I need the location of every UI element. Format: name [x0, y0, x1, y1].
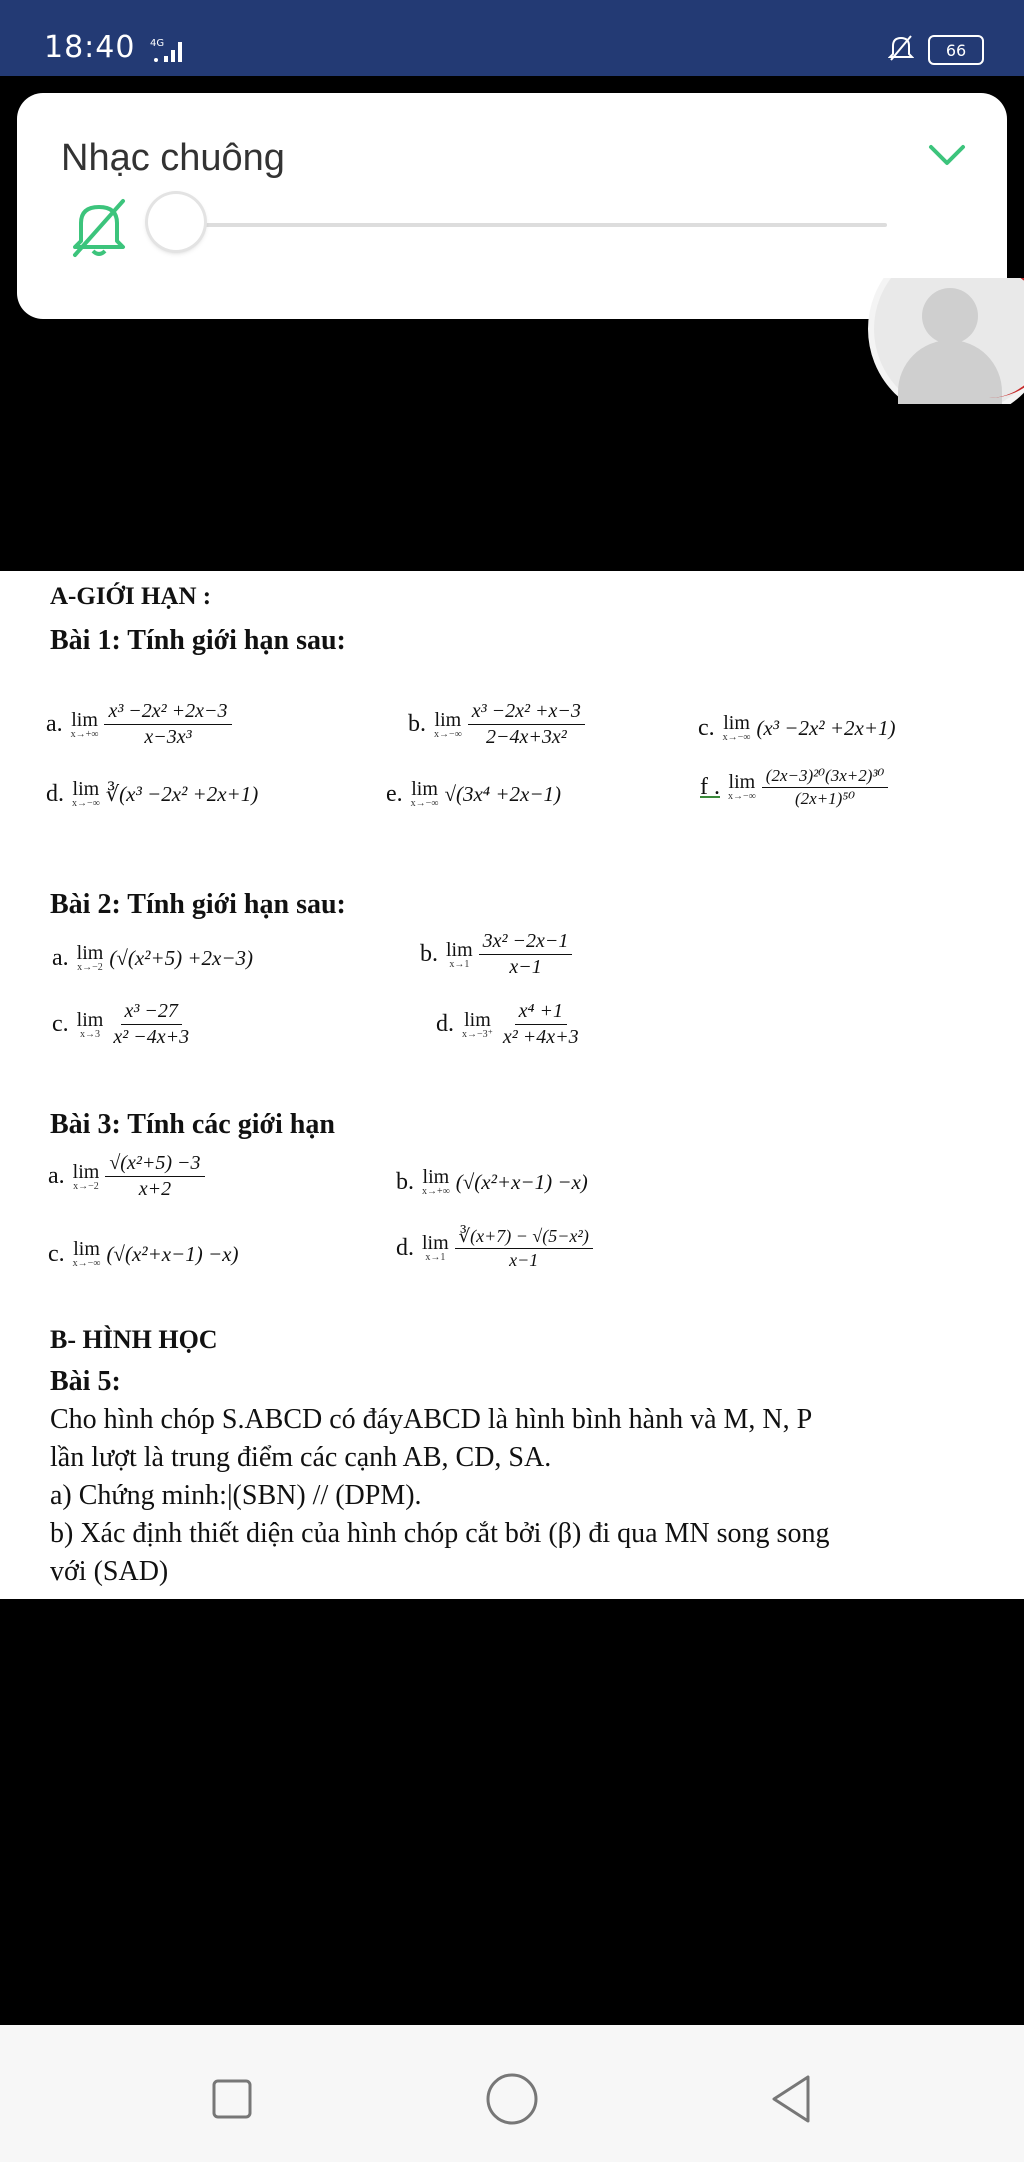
numerator: x³ −2x² +x−3 — [468, 701, 585, 725]
bai1-e — [386, 779, 561, 809]
bai1-d — [46, 779, 258, 809]
bai5-line-3: a) Chứng minh:|(SBN) // (DPM). — [50, 1480, 422, 1511]
lim-sub: x→−∞ — [434, 728, 462, 740]
bai2-d — [436, 1001, 583, 1048]
bai1-b — [408, 701, 585, 748]
bai2-d-label: d. — [436, 1011, 454, 1037]
denominator: (2x+1)⁵⁰ — [795, 788, 856, 808]
recents-icon[interactable] — [202, 2069, 262, 2129]
chevron-down-icon[interactable] — [923, 131, 971, 179]
status-time: 18:40 — [44, 30, 136, 65]
network-type: 4G — [150, 38, 165, 49]
bai1-c-label: c. — [698, 714, 715, 741]
lim-sub: x→−3⁺ — [462, 1028, 493, 1040]
denominator: x² +4x+3 — [502, 1026, 579, 1048]
lim-sub: x→−∞ — [72, 798, 100, 809]
volume-slider-thumb[interactable] — [148, 194, 204, 250]
numerator: x³ −27 — [121, 1001, 182, 1025]
bai1-c — [698, 713, 896, 743]
bai3-d-label: d. — [396, 1234, 414, 1261]
lim-sub: x→−∞ — [722, 732, 751, 743]
denominator: x−1 — [509, 956, 542, 978]
back-icon[interactable] — [762, 2069, 822, 2129]
expression: (√(x²+x−1) −x) — [455, 1169, 588, 1194]
bai5-title: Bài 5: — [50, 1366, 121, 1397]
bai2-c-label: c. — [52, 1011, 69, 1037]
bai3-title: Bài 3: Tính các giới hạn — [50, 1109, 335, 1140]
bai2-b — [420, 931, 572, 978]
bai2-a — [52, 943, 253, 973]
lim-sub: x→1 — [425, 1252, 446, 1264]
lim: lim — [723, 712, 750, 734]
expression: (x³ −2x² +2x+1) — [756, 715, 896, 740]
lim: lim — [72, 778, 100, 800]
bai3-c — [48, 1239, 238, 1269]
lim-sub: x→+∞ — [422, 1186, 450, 1197]
numerator: ∛(x+7) − √(5−x²) — [455, 1227, 593, 1249]
lim-sub: x→−2 — [73, 1180, 99, 1192]
navigation-bar — [0, 2025, 1024, 2162]
bai1-a — [46, 701, 232, 748]
bai3-b — [396, 1167, 588, 1197]
lim-sub: x→1 — [449, 958, 470, 970]
bai5-line-4: b) Xác định thiết diện của hình chóp cắt bởi (β) đi qua MN song song — [50, 1518, 830, 1549]
lim: lim — [434, 708, 462, 731]
bai1-b-label: b. — [408, 711, 426, 737]
bai1-a-label: a. — [46, 711, 63, 737]
lim: lim — [464, 1008, 491, 1031]
lim: lim — [72, 1160, 100, 1183]
bai3-d — [396, 1227, 593, 1270]
bai1-f-label: f . — [700, 773, 720, 800]
bai5-line-1: Cho hình chóp S.ABCD có đáyABCD là hình bình hành và M, N, P — [50, 1404, 813, 1435]
denominator: x−3x³ — [144, 726, 192, 748]
bai3-a-label: a. — [48, 1163, 65, 1189]
volume-slider-track[interactable] — [157, 223, 887, 227]
lim: lim — [73, 1238, 100, 1260]
lim-sub: x→−∞ — [410, 798, 439, 809]
lim-sub: x→+∞ — [70, 728, 99, 740]
lim-sub: x→−∞ — [72, 1258, 101, 1269]
lim: lim — [71, 708, 98, 731]
expression: (√(x²+5) +2x−3) — [109, 945, 254, 970]
bai5-line-5: với (SAD) — [50, 1556, 169, 1587]
volume-panel-title: Nhạc chuông — [61, 137, 285, 179]
volume-panel — [17, 93, 1007, 319]
lim: lim — [422, 1232, 449, 1255]
numerator: √(x²+5) −3 — [105, 1153, 204, 1177]
heading-hinh-hoc: B- HÌNH HỌC — [50, 1325, 218, 1354]
status-bar — [0, 0, 1024, 76]
lim: lim — [411, 778, 438, 800]
document-image — [0, 571, 1024, 1599]
bai1-d-label: d. — [46, 780, 64, 807]
bai2-title: Bài 2: Tính giới hạn sau: — [50, 889, 346, 920]
bai2-a-label: a. — [52, 944, 69, 971]
lim: lim — [76, 1008, 104, 1031]
lim-sub: x→3 — [79, 1028, 100, 1040]
lim: lim — [446, 938, 473, 961]
bai1-f — [700, 767, 888, 808]
lim: lim — [76, 942, 104, 964]
lim-sub: x→−2 — [77, 962, 103, 973]
bai2-b-label: b. — [420, 941, 438, 967]
numerator: 3x² −2x−1 — [479, 931, 573, 955]
signal-icon — [150, 34, 190, 68]
expression: (√(x²+x−1) −x) — [106, 1241, 239, 1266]
bai1-e-label: e. — [386, 780, 403, 807]
denominator: x+2 — [138, 1178, 172, 1200]
denominator: 2−4x+3x² — [485, 726, 567, 748]
avatar — [868, 278, 1024, 404]
expression: √(3x⁴ +2x−1) — [444, 781, 561, 806]
bai5-line-2: lần lượt là trung điểm các cạnh AB, CD, SA. — [50, 1442, 552, 1473]
denominator: x−1 — [509, 1249, 539, 1270]
bell-muted-icon[interactable] — [65, 193, 133, 261]
numerator: (2x−3)²⁰(3x+2)³⁰ — [762, 767, 889, 788]
battery-indicator: 66 — [928, 35, 984, 65]
denominator: x² −4x+3 — [113, 1026, 190, 1048]
lim: lim — [728, 771, 756, 794]
bai3-b-label: b. — [396, 1168, 414, 1195]
expression: ∛(x³ −2x² +2x+1) — [105, 781, 259, 806]
numerator: x³ −2x² +2x−3 — [104, 701, 231, 725]
heading-gioi-han: A-GIỚI HẠN : — [50, 583, 212, 610]
home-icon[interactable] — [482, 2069, 542, 2129]
bai3-a — [48, 1153, 205, 1200]
bai3-c-label: c. — [48, 1240, 65, 1267]
bai1-title: Bài 1: Tính giới hạn sau: — [50, 625, 346, 656]
bell-muted-status-icon — [888, 34, 914, 66]
status-icons — [888, 34, 984, 66]
lim: lim — [422, 1166, 450, 1188]
bai2-c — [52, 1001, 193, 1048]
numerator: x⁴ +1 — [515, 1001, 567, 1025]
lim-sub: x→−∞ — [728, 791, 756, 803]
